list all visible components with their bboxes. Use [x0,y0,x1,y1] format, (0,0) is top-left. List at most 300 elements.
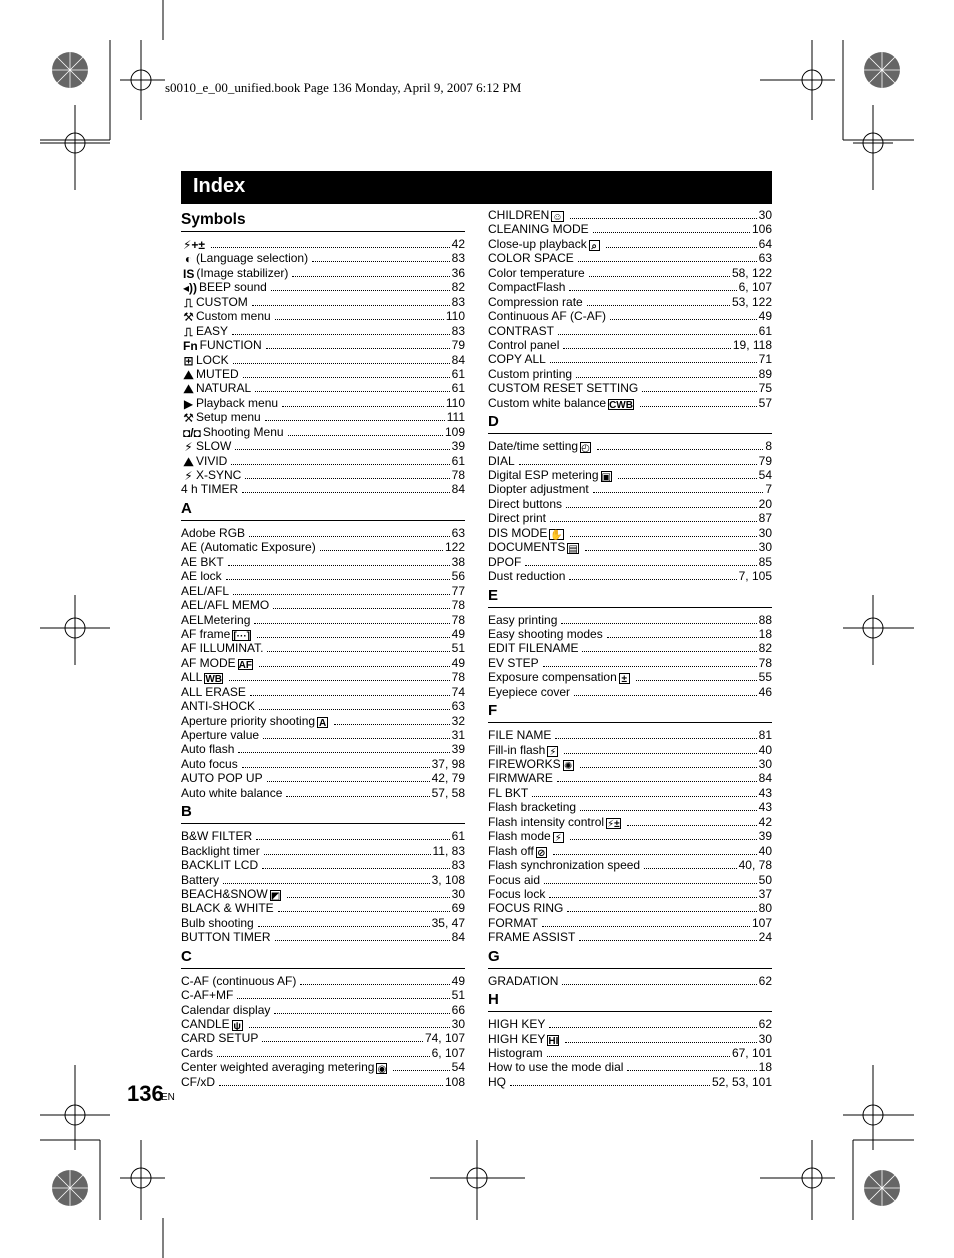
dot-leader [287,888,450,898]
dot-leader [229,671,450,681]
flash-mode-icon: ⚡ [554,833,562,845]
index-entry [181,757,465,771]
entry-term: Flash mode ⚡ [488,829,562,845]
entry-term: Digital ESP metering ▣ [488,468,611,483]
entry-page: 30 [758,525,772,540]
magnifier-icon: ⌕ [589,240,600,251]
section-heading: Symbols [181,208,465,232]
index-entry [488,916,772,930]
entry-term: Compression rate [488,294,583,309]
entry-term: DPOF [488,554,522,569]
dot-leader [553,845,757,855]
dot-leader [550,512,757,522]
dot-leader [557,772,757,782]
index-entry [488,786,772,800]
dot-leader [578,252,757,262]
entry-page: 79 [758,453,772,468]
entry-page: 57, 58 [431,785,465,800]
index-entry [181,468,465,482]
dot-leader [597,440,763,450]
dot-leader [562,975,756,985]
index-entry [488,338,772,352]
index-entry [181,714,465,728]
dot-leader [273,599,449,609]
children-icon: ☺ [552,212,563,223]
index-entry [488,887,772,901]
dot-leader [255,382,450,392]
dot-leader [259,657,450,667]
index-entry [181,627,465,641]
entry-page: 84 [758,771,772,786]
flash-exposure-icon: ⚡+± [183,238,206,252]
entry-term: Custom white balance CWB [488,395,633,411]
entry-term: Backlight timer [181,843,260,858]
book-file-header: s0010_e_00_unified.book Page 136 Monday, April 9, 2007 6:12 PM [165,80,522,95]
entry-term: CF/xD [181,1074,215,1089]
dot-leader [238,743,449,753]
index-entry [181,280,465,294]
dot-leader [567,902,756,912]
entry-term: How to use the mode dial [488,1060,624,1075]
entry-page: 42, 79 [431,771,465,786]
dot-leader [642,382,756,392]
entry-term: Easy shooting modes [488,626,603,641]
entry-page: 40, 78 [738,858,772,873]
entry-page: 78 [451,598,465,613]
entry-page: 62 [758,973,772,988]
dot-leader [532,787,756,797]
index-entry [181,771,465,785]
entry-page: 54 [758,468,772,482]
entry-page: 49 [451,626,465,641]
hi-icon: HI [548,1035,559,1047]
entry-page: 57 [758,395,772,410]
entry-term: Flash intensity control ⚡± [488,814,620,830]
entry-page: 54 [451,1060,465,1075]
entry-page: 83 [451,251,465,266]
entry-term: BLACK & WHITE [181,901,274,916]
dot-leader [566,498,757,508]
index-entry [488,815,772,829]
index-section [488,584,772,700]
dot-leader [250,686,450,696]
dot-leader [606,238,757,248]
index-entry [181,829,465,843]
dot-leader [549,888,756,898]
entry-page: 84 [451,352,465,367]
dot-leader [627,1061,756,1071]
entry-page: 35, 47 [431,915,465,930]
entry-term: ⛰ NATURAL [183,381,252,397]
dot-leader [262,1032,423,1042]
dot-leader [275,931,450,941]
entry-page: 49 [451,655,465,670]
dot-leader [259,700,450,710]
dot-leader [249,1018,450,1028]
setup-icon: ⚒ [183,411,194,426]
entry-term: AF frame [···] [181,626,250,642]
entry-term: AELMetering [181,612,251,627]
entry-page: 62 [758,1017,772,1032]
custom-icon: ⎍ [184,295,193,310]
index-entry [488,295,772,309]
entry-term: CUSTOM RESET SETTING [488,381,639,396]
entry-page: 63 [451,699,465,714]
entry-term: CLEANING MODE [488,222,589,237]
index-entry [181,786,465,800]
dot-leader [564,744,756,754]
index-entry [488,222,772,236]
entry-term: CompactFlash [488,280,566,295]
entry-page: 6, 107 [431,1045,465,1060]
index-entry [181,598,465,612]
index-entry [488,454,772,468]
index-entry [181,309,465,323]
index-entry [181,367,465,381]
dot-leader [334,715,450,725]
natural-icon: ⛰ [183,382,194,397]
index-entry [181,353,465,367]
entry-term: Auto white balance [181,785,283,800]
entry-page: 87 [758,511,772,526]
index-entry [181,887,465,901]
index-entry [181,742,465,756]
dot-leader [231,455,449,465]
index-entry [181,1031,465,1045]
entry-term: ⚒ Custom menu [183,309,271,325]
index-entry [488,352,772,366]
index-entry [181,381,465,395]
entry-term: FIRMWARE [488,771,553,786]
dot-leader [579,931,756,941]
entry-term: Flash off ⊘ [488,843,546,859]
index-entry [181,988,465,1002]
dot-leader [555,729,756,739]
dot-leader [563,339,730,349]
center-metering-icon: ◉ [377,1064,387,1076]
entry-term [181,237,207,251]
entry-page: 63 [451,525,465,540]
index-entry [488,555,772,569]
dot-leader [243,368,450,378]
dot-leader [636,671,757,681]
entry-page: 77 [451,583,465,598]
shooting-icon: ◘/◘ [183,425,201,440]
dot-leader [228,556,450,566]
index-entry [181,425,465,439]
entry-page: 78 [451,468,465,482]
dot-leader [574,686,757,696]
entry-page: 84 [451,930,465,945]
dot-leader [519,455,757,465]
index-entry [181,670,465,684]
entry-page: 83 [451,323,465,338]
index-section [488,699,772,945]
entry-page: 88 [758,612,772,627]
dot-leader [264,845,431,855]
entry-term: Auto flash [181,742,235,757]
entry-term: CHILDREN ☺ [488,208,563,223]
entry-page: 82 [758,641,772,656]
index-entry [181,699,465,713]
index-entry [181,641,465,655]
slow-flash-icon: ⚡ [184,440,193,455]
entry-page: 49 [451,973,465,988]
entry-term: Focus lock [488,886,546,901]
entry-page: 42 [451,237,465,251]
dot-leader [267,642,449,652]
fireworks-icon: ✺ [563,761,573,772]
index-entry [488,367,772,381]
entry-page: 78 [758,655,772,670]
dot-leader [312,252,450,262]
dot-leader [286,787,429,797]
index-entry [181,396,465,410]
index-entry [488,511,772,525]
playback-icon: ▶ [183,396,194,411]
entry-page: 63 [758,251,772,266]
entry-page: 19, 118 [732,337,772,352]
dot-leader [565,1033,756,1043]
index-entry [181,1075,465,1089]
dot-leader [576,368,757,378]
entry-term: DIS MODE ✋ [488,525,563,541]
language-code: EN [161,1092,175,1103]
index-entry [488,873,772,887]
index-entry [488,743,772,757]
entry-page: 37 [758,886,772,901]
dot-leader [570,527,757,537]
entry-page: 31 [451,728,465,742]
index-section [181,208,465,497]
dot-leader [610,310,757,320]
dot-leader [233,354,450,364]
entry-term: EV STEP [488,655,539,670]
dot-leader [232,325,450,335]
entry-term: ⚡ X-SYNC [184,468,242,483]
entry-term: FOCUS RING [488,901,564,916]
beach-snow-icon: ◩ [270,890,281,902]
entry-page: 56 [451,569,465,584]
dot-leader [580,801,757,811]
entry-page: 30 [451,886,465,901]
index-entry [181,1046,465,1060]
dot-leader [275,310,444,320]
dot-leader [582,642,756,652]
entry-term: Histogram [488,1046,543,1060]
flash-icon: ⚡ [549,746,557,758]
entry-page: 18 [758,1060,772,1075]
entry-page: 122 [444,540,465,555]
entry-term: AF MODE AF [181,655,253,671]
entry-term: ◐ (Language selection) [184,251,309,267]
index-entry [488,280,772,294]
dot-leader [561,614,756,624]
entry-page: 30 [758,757,772,771]
entry-term: Control panel [488,337,560,352]
index-entry [488,844,772,858]
entry-term: FORMAT [488,915,538,930]
entry-term: Color temperature [488,265,585,280]
entry-term: Battery [181,872,220,887]
index-entry [181,324,465,338]
entry-page: 110 [445,395,465,410]
entry-page: 69 [451,901,465,916]
entry-page: 40 [758,843,772,858]
entry-term: Bulb shooting [181,915,254,930]
entry-page: 89 [758,366,772,381]
entry-term: Direct buttons [488,496,563,511]
index-entry [488,381,772,395]
entry-term: Center weighted averaging metering ◉ [181,1060,387,1076]
dis-icon: ✋ [550,529,563,541]
dot-leader [607,628,757,638]
index-entry [181,555,465,569]
lock-icon: ⊞ [183,353,194,368]
index-entry [488,1017,772,1031]
index-entry [488,641,772,655]
entry-page: 74 [451,684,465,699]
index-section [488,945,772,988]
index-section [181,945,465,1090]
index-entry [488,829,772,843]
index-entry [488,685,772,699]
entry-term: Focus aid [488,872,541,887]
entry-page: 52, 53, 101 [711,1074,772,1089]
dot-leader [644,859,737,869]
dot-leader [510,1076,710,1086]
entry-page: 38 [451,554,465,569]
clock-icon: ◴ [581,443,590,455]
entry-page: 7 [765,482,772,497]
entry-term: ALL WB [181,670,223,686]
entry-term: ◘/◘ Shooting Menu [183,424,284,440]
section-heading: B [181,800,465,824]
entry-page: 71 [758,352,772,367]
muted-icon: ⛰ [183,367,194,382]
entry-term: ▶ Playback menu [183,395,279,411]
index-entry [488,613,772,627]
dot-leader [257,628,450,638]
entry-page: 30 [758,208,772,222]
entry-term: DIAL [488,453,515,468]
entry-term: ⛰ MUTED [183,366,239,382]
entry-term: HIGH KEY HI [488,1031,559,1047]
dot-leader [278,902,450,912]
index-entry [181,1060,465,1074]
entry-page: 83 [451,294,465,309]
entry-term: ⚒ Setup menu [183,410,261,426]
entry-page: 30 [451,1017,465,1031]
entry-term: Calendar display [181,1002,271,1017]
entry-page: 61 [451,381,465,396]
index-entry [181,728,465,742]
entry-term: Fill-in flash ⚡ [488,742,557,758]
index-entry [488,627,772,641]
entry-term: Close-up playback ⌕ [488,237,602,251]
entry-term: HQ [488,1074,506,1089]
index-entry [488,656,772,670]
entry-page: 61 [451,453,465,468]
entry-page: 83 [451,858,465,873]
function-icon: Fn [183,339,198,354]
entry-term: Date/time setting ◴ [488,439,590,455]
entry-term: FIREWORKS ✺ [488,757,573,772]
entry-term: EDIT FILENAME [488,641,579,656]
index-entry [488,439,772,453]
dot-leader [593,483,764,493]
entry-term: CARD SETUP [181,1031,259,1046]
entry-page: 40 [758,742,772,757]
entry-term: BUTTON TIMER [181,930,271,945]
dot-leader [249,527,450,537]
entry-page: 79 [451,338,465,353]
entry-page: 67, 101 [731,1046,772,1060]
dot-leader [569,281,736,291]
entry-page: 37, 98 [431,756,465,771]
dot-leader [393,1061,449,1071]
dot-leader [589,267,730,277]
flash-off-icon: ⊘ [537,847,546,859]
dot-leader [570,209,757,219]
dot-leader [245,469,449,479]
entry-term: Aperture priority shooting A [181,713,327,729]
index-entry [181,237,465,251]
entry-term: Adobe RGB [181,525,246,540]
entry-term: FILE NAME [488,728,552,743]
entry-term: AEL/AFL MEMO [181,598,270,613]
entry-term: AE lock [181,569,222,584]
section-heading: A [181,497,465,521]
dot-leader [593,223,750,233]
xsync-flash-icon: ⚡ [184,469,193,483]
entry-term: C-AF+MF [181,988,234,1003]
entry-term: AUTO POP UP [181,771,263,786]
index-section [488,410,772,583]
af-icon: AF [238,659,253,671]
index-entry [488,468,772,482]
index-entry [488,1060,772,1074]
entry-page: 50 [758,872,772,887]
dot-leader [292,267,449,277]
entry-term: AF ILLUMINAT. [181,641,264,656]
language-icon: ◐ [184,252,193,267]
entry-term: Dust reduction [488,569,566,584]
dot-leader [585,541,757,551]
entry-page: 111 [446,410,465,425]
dot-leader [263,729,450,739]
entry-page: 78 [451,670,465,685]
section-heading: H [488,988,772,1012]
entry-page: 20 [758,496,772,511]
entry-term: FL BKT [488,785,529,800]
dot-leader [580,758,757,768]
index-section [181,497,465,800]
index-entry [181,916,465,930]
entry-page: 85 [758,554,772,569]
entry-term: Flash synchronization speed [488,858,641,873]
entry-page: 55 [758,670,772,685]
dot-leader [258,917,430,927]
entry-term: AEL/AFL [181,583,230,598]
index-entry [181,569,465,583]
vivid-icon: ⛰ [183,454,194,469]
index-entry [181,656,465,670]
entry-page: 39 [758,829,772,844]
entry-page: 82 [451,280,465,295]
index-entry [488,1032,772,1046]
entry-page: 8 [765,439,772,454]
